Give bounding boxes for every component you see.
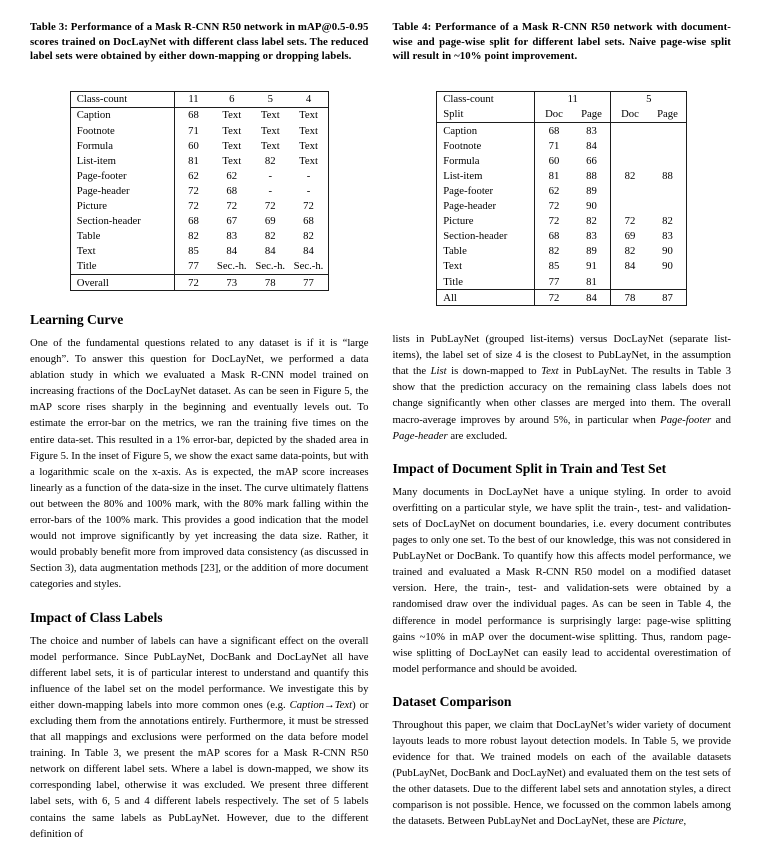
score-cell: Text xyxy=(222,139,242,152)
score-cell: 84 xyxy=(264,245,276,258)
left-text-sections xyxy=(30,312,369,842)
score-cell: - xyxy=(268,184,273,197)
italic-term: Text xyxy=(334,698,353,711)
score-cell: 72 xyxy=(548,215,560,228)
score-cell: Sec.-h. xyxy=(216,260,247,273)
score-cell: 69 xyxy=(264,215,276,228)
text-run: One of the fundamental questions related to any dataset is if it is “large enough”. To answer this question for DocLayNet, we performed a data ablation study in which we evaluated a Mask R-CNN model trained on increasing fractions of the DocLayNet dataset. As can be seen in Figure 5, the mAP score rises sharply in the beginning and eventually levels out. To estimate the error-bar on the metrics, we ran the training five times on the entire data-set. This resulted in a 1% error-bar, depicted by the shaded area in Figure 5. In the inset of Figure 5, we show the exact same data-points, but with a logarithmic scale on the x-axis. As is expected, the mAP score increases linearly as a function of the data-size in the inset. The curve ultimately flattens out between the 80% and 100% mark, with the 80% mark falling within the error-bars of the 100% mark. This provides a good indication that the model would not improve significantly by yet increasing the data size. Rather, it would probably benefit more from improved data consistency (as discussed in Section 3), data augmentation methods [23], or the addition of more document categories and styles. xyxy=(30,337,369,591)
score-cell: 89 xyxy=(573,244,611,259)
row-label: Caption xyxy=(437,122,535,138)
right-section-heading-2: Dataset Comparison xyxy=(392,693,512,709)
table-row xyxy=(437,153,687,168)
score-cell: 82 xyxy=(548,245,560,258)
column-header-classcount: 4 xyxy=(289,91,328,107)
score-cell xyxy=(611,198,649,213)
score-cell: - xyxy=(268,169,273,182)
score-cell: Text xyxy=(222,124,242,137)
italic-term: Page-header xyxy=(392,429,448,442)
column-header-label: Class-count xyxy=(437,91,535,107)
table-row xyxy=(70,138,328,153)
right-paragraph-0-0 xyxy=(393,331,732,444)
score-cell xyxy=(611,183,649,198)
score-cell: 84 xyxy=(303,245,314,258)
table4-wrapper xyxy=(393,91,732,306)
column-header-classcount: 6 xyxy=(212,91,251,107)
score-cell: 82 xyxy=(303,230,314,243)
score-cell: 82 xyxy=(624,245,636,258)
table-row xyxy=(437,183,687,198)
row-label: Title xyxy=(437,274,535,290)
text-run: is down-mapped to xyxy=(446,365,542,378)
score-cell: Sec.-h. xyxy=(255,260,286,273)
score-cell: 83 xyxy=(573,229,611,244)
score-cell: 68 xyxy=(303,215,314,228)
score-cell: 83 xyxy=(226,230,238,243)
score-cell: 77 xyxy=(188,260,199,273)
score-cell: 85 xyxy=(548,260,560,273)
score-cell: Text xyxy=(299,139,318,152)
score-cell: 72 xyxy=(303,200,314,213)
table-row xyxy=(437,214,687,229)
table-row xyxy=(437,244,687,259)
table-row xyxy=(437,122,687,138)
score-cell: 68 xyxy=(188,215,199,228)
table-row xyxy=(70,214,328,229)
table-row xyxy=(70,198,328,213)
score-cell xyxy=(649,153,687,168)
row-label: Table xyxy=(437,244,535,259)
column-header-classcount: 11 xyxy=(174,91,212,107)
score-cell: 78 xyxy=(251,274,289,290)
score-cell: 82 xyxy=(573,214,611,229)
row-label: Section-header xyxy=(437,229,535,244)
text-run: → xyxy=(324,698,335,711)
score-cell: 72 xyxy=(535,290,573,306)
table4-header-row-2 xyxy=(437,107,687,123)
score-cell xyxy=(649,138,687,153)
score-cell: 82 xyxy=(662,215,673,228)
score-cell xyxy=(611,138,649,153)
table3-caption: Table 3: Performance of a Mask R-CNN R50 network in mAP@0.5-0.95 scores trained on DocLayNet with different class label sets. The reduced label sets were obtained by either down-mapping or dropping labels. xyxy=(30,21,369,63)
table-row xyxy=(70,168,328,183)
split-header-cell: Page xyxy=(649,107,687,123)
score-cell: 62 xyxy=(188,169,199,182)
score-cell: 72 xyxy=(264,200,276,213)
score-cell: 82 xyxy=(264,230,276,243)
table-row xyxy=(437,274,687,290)
score-cell: 84 xyxy=(624,260,636,273)
text-run: lists in PubLayNet (grouped list-items) versus DocLayNet (separate list-items), the label set of size 4 is the closest to PubLayNet, in the assumption that the xyxy=(392,333,731,378)
text-run: Throughout this paper, we claim that DocLayNet’s wider variety of document layouts leads to more robust layout detection models. In Table 5, we provide evidence for that. We trained models on each of the available datasets (PubLayNet, DocBank and DocLayNet) and evaluated them on the test sets of the other datasets. Due to the different label sets and annotation styles, a direct comparison is not possible. Hence, we focussed on the common labels among the datasets. Between PubLayNet and DocLayNet, these are xyxy=(392,718,731,828)
row-label: Text xyxy=(437,259,535,274)
table4-header-row-1 xyxy=(437,91,687,107)
table4 xyxy=(436,91,687,306)
row-label: Formula xyxy=(437,153,535,168)
score-cell: Text xyxy=(260,124,280,137)
score-cell: 82 xyxy=(264,154,276,167)
left-column xyxy=(30,20,369,865)
table3-wrapper xyxy=(30,91,369,291)
score-cell: 78 xyxy=(611,290,649,306)
score-cell: 72 xyxy=(624,215,636,228)
row-label: Footnote xyxy=(437,138,535,153)
table-row xyxy=(70,123,328,138)
row-label: Formula xyxy=(70,138,174,153)
column-header-label: Class-count xyxy=(70,91,174,107)
text-run: and xyxy=(711,413,732,426)
score-cell xyxy=(611,274,649,290)
italic-term: Text xyxy=(541,365,559,378)
table-row xyxy=(437,229,687,244)
column-header-classcount: 5 xyxy=(251,91,289,107)
italic-term: Caption xyxy=(289,698,325,711)
split-header-cell: Doc xyxy=(611,107,649,123)
score-cell: 81 xyxy=(573,274,611,290)
score-cell: 90 xyxy=(662,260,673,273)
score-cell: 82 xyxy=(188,230,199,243)
text-run: The choice and number of labels can have a significant effect on the overall model performance. Since PubLayNet, DocBank and DocLayNet all have different label sets, it is of particular interest to understand and quantify this influence of the label set on the model performance. We investigate this by either down-mapping labels into more common ones (e.g. xyxy=(30,634,369,711)
right-section-heading-1: Impact of Document Split in Train and Test Set xyxy=(392,460,667,476)
italic-term: Picture xyxy=(652,815,684,828)
text-run: ) or excluding them from the annotations entirely. Furthermore, it must be stressed that all mappings and exclusions were performed on the data before model training. In Table 3, we present the mAP scores for a Mask R-CNN R50 network on different label sets. Where a label is down-mapped, we show its corresponding label, otherwise it was excluded. We present three different label sets, with 6, 5 and 4 different labels respectively. The set of 5 labels contains the same labels as PubLayNet. However, due to the different definition of xyxy=(30,698,369,840)
score-cell xyxy=(611,122,649,138)
text-run: are excluded. xyxy=(447,429,508,442)
row-label: All xyxy=(437,290,535,306)
row-label: Picture xyxy=(437,214,535,229)
score-cell: 72 xyxy=(174,274,212,290)
split-header-label: Split xyxy=(437,107,535,123)
table3-header-row xyxy=(70,91,328,107)
score-cell: 68 xyxy=(226,184,238,197)
row-label: Section-header xyxy=(70,214,174,229)
group-header-11: 11 xyxy=(535,91,611,107)
score-cell: 90 xyxy=(662,245,673,258)
score-cell: 91 xyxy=(573,259,611,274)
row-label: List-item xyxy=(437,168,535,183)
row-label: Page-footer xyxy=(70,168,174,183)
score-cell: 66 xyxy=(573,153,611,168)
score-cell: 62 xyxy=(226,169,238,182)
score-cell: 71 xyxy=(548,139,560,152)
score-cell: 81 xyxy=(548,169,560,182)
left-paragraph-1-0 xyxy=(30,633,369,842)
score-cell: 72 xyxy=(548,200,560,213)
table-row xyxy=(437,138,687,153)
score-cell: 84 xyxy=(573,138,611,153)
score-cell: 72 xyxy=(226,200,238,213)
left-paragraph-0-0 xyxy=(30,335,369,593)
italic-term: List xyxy=(430,365,447,378)
left-section-heading-1: Impact of Class Labels xyxy=(30,609,163,625)
text-run: in PubLayNet. The results in Table 3 show that the prediction accuracy on the remaining class labels does not change significantly when other classes are merged into them. The overall macro-average improves by around 5%, in particular when xyxy=(392,365,731,426)
row-label: List-item xyxy=(70,153,174,168)
score-cell: 73 xyxy=(212,274,251,290)
score-cell: 68 xyxy=(548,124,560,137)
score-cell: 89 xyxy=(573,183,611,198)
row-label: Page-header xyxy=(70,183,174,198)
row-label: Page-footer xyxy=(437,183,535,198)
group-header-5: 5 xyxy=(646,93,652,106)
score-cell: 71 xyxy=(188,124,199,137)
score-cell: 90 xyxy=(573,198,611,213)
score-cell: Text xyxy=(222,109,242,122)
table-row xyxy=(70,259,328,275)
table4-caption: Table 4: Performance of a Mask R-CNN R50 network with document-wise and page-wise split for different label sets. Naive page-wise split will result in ~10% point improvement. xyxy=(392,21,731,63)
score-cell: 68 xyxy=(548,230,560,243)
score-cell: Sec.-h. xyxy=(293,260,324,273)
score-cell: 84 xyxy=(226,245,238,258)
score-cell: 72 xyxy=(188,184,199,197)
right-paragraph-1-0 xyxy=(393,484,732,677)
score-cell: 85 xyxy=(188,245,199,258)
score-cell: 87 xyxy=(649,290,687,306)
score-cell: 83 xyxy=(662,230,673,243)
table-row xyxy=(437,168,687,183)
row-label: Picture xyxy=(70,198,174,213)
table-row xyxy=(70,229,328,244)
right-text-sections xyxy=(393,331,732,829)
score-cell: Text xyxy=(222,154,242,167)
score-cell: 62 xyxy=(548,184,560,197)
score-cell: 60 xyxy=(548,154,560,167)
table4-all-row xyxy=(437,290,687,306)
row-label: Text xyxy=(70,244,174,259)
table-row xyxy=(70,183,328,198)
italic-term: Page-footer xyxy=(660,413,712,426)
score-cell xyxy=(649,122,687,138)
row-label: Title xyxy=(70,259,174,275)
right-column xyxy=(393,20,732,865)
row-label: Page-header xyxy=(437,198,535,213)
split-header-cell: Page xyxy=(573,107,611,123)
row-label: Table xyxy=(70,229,174,244)
score-cell xyxy=(649,198,687,213)
row-label: Overall xyxy=(70,274,174,290)
text-run: , xyxy=(683,815,687,828)
right-paragraph-2-0 xyxy=(393,717,732,830)
score-cell: Text xyxy=(260,109,280,122)
score-cell: Text xyxy=(299,109,318,122)
score-cell: 67 xyxy=(226,215,238,228)
table-row xyxy=(437,198,687,213)
score-cell: - xyxy=(306,184,311,197)
score-cell: Text xyxy=(299,124,318,137)
row-label: Caption xyxy=(70,107,174,123)
text-run: Many documents in DocLayNet have a unique styling. In order to avoid overfitting on a particular style, we have split the train-, test- and validation-sets of DocLayNet on document boundaries, i.e. every document contributes pages to only one set. To the best of our knowledge, this was not considered in PubLayNet or DocBank. To quantify how this affects model performance, we trained and evaluated a Mask R-CNN R50 model on a modified dataset version. Here, the train-, test- and validation-sets were obtained by a randomised draw over the individual pages. As can be seen in Table 4, the difference in model performance is surprisingly large: page-wise splitting gains ~10% in mAP over the document-wise splitting. Thus, random page-wise splitting of DocLayNet can easily lead to accidental overestimation of model performance and should be avoided. xyxy=(392,485,731,675)
score-cell: 60 xyxy=(188,139,199,152)
score-cell: 83 xyxy=(573,122,611,138)
table-row xyxy=(70,153,328,168)
left-section-heading-0: Learning Curve xyxy=(30,312,124,327)
score-cell: 81 xyxy=(188,154,199,167)
row-label: Footnote xyxy=(70,123,174,138)
score-cell xyxy=(649,183,687,198)
score-cell: 84 xyxy=(573,290,611,306)
table-row xyxy=(70,107,328,123)
score-cell: 82 xyxy=(624,169,636,182)
table3-overall-row xyxy=(70,274,328,290)
score-cell: 88 xyxy=(662,169,673,182)
score-cell: 72 xyxy=(188,200,199,213)
score-cell: - xyxy=(306,169,311,182)
score-cell: Text xyxy=(260,139,280,152)
table3 xyxy=(70,91,329,291)
score-cell xyxy=(649,274,687,290)
score-cell: 68 xyxy=(188,109,199,122)
table-row xyxy=(437,259,687,274)
score-cell xyxy=(611,153,649,168)
score-cell: 88 xyxy=(573,168,611,183)
table-row xyxy=(70,244,328,259)
split-header-cell: Doc xyxy=(535,107,573,123)
score-cell: Text xyxy=(299,154,318,167)
score-cell: 77 xyxy=(548,275,560,288)
score-cell: 69 xyxy=(624,230,636,243)
score-cell: 77 xyxy=(289,274,328,290)
